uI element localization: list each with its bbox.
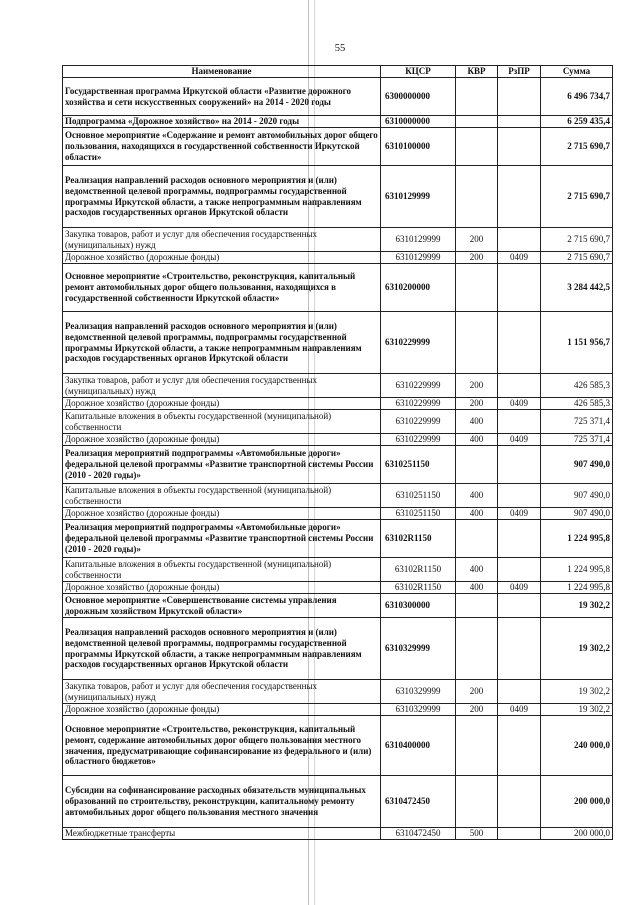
row-sum: 1 224 995,8 — [541, 558, 613, 582]
row-sum: 3 284 442,5 — [541, 264, 613, 312]
table-row — [63, 252, 613, 264]
row-rzpr — [498, 776, 541, 828]
row-kvr — [456, 166, 498, 228]
row-name: Капитальные вложения в объекты государственной (муниципальной) собственности — [63, 484, 381, 508]
row-kvr: 200 — [456, 398, 498, 410]
row-kcsr: 63102R1150 — [381, 582, 456, 594]
table-row — [63, 116, 613, 128]
row-name: Дорожное хозяйство (дорожные фонды) — [63, 434, 381, 446]
row-sum: 200 000,0 — [541, 776, 613, 828]
row-kcsr: 6300000000 — [381, 78, 456, 116]
row-rzpr — [498, 228, 541, 252]
row-sum: 907 490,0 — [541, 508, 613, 520]
row-name: Межбюджетные трансферты — [63, 828, 381, 840]
row-rzpr — [498, 166, 541, 228]
row-kcsr: 63102R1150 — [381, 558, 456, 582]
budget-table — [62, 65, 613, 840]
row-sum: 200 000,0 — [541, 828, 613, 840]
row-name: Реализация направлений расходов основного мероприятия и (или) ведомственной целевой программы, подпрограммы государственной программы Иркутской области, а также непрограммным направлениям расходов государственных органов Иркутской области — [63, 312, 381, 374]
column-header-rzpr: РзПР — [498, 66, 541, 78]
page-number: 55 — [334, 43, 346, 54]
row-kvr — [456, 520, 498, 558]
row-name: Реализация мероприятий подпрограммы «Автомобильные дороги» федеральной целевой программы «Развитие транспортной системы России (2010 - 2020 годы)» — [63, 446, 381, 484]
row-kvr: 200 — [456, 228, 498, 252]
row-kcsr: 6310251150 — [381, 484, 456, 508]
row-rzpr — [498, 264, 541, 312]
row-sum: 725 371,4 — [541, 410, 613, 434]
column-header-kvr: КВР — [456, 66, 498, 78]
row-rzpr — [498, 116, 541, 128]
row-rzpr: 0409 — [498, 434, 541, 446]
column-header-sum: Сумма — [541, 66, 613, 78]
column-header-kcsr: КЦСР — [381, 66, 456, 78]
row-sum: 2 715 690,7 — [541, 128, 613, 166]
row-kcsr: 6310400000 — [381, 716, 456, 776]
row-rzpr — [498, 716, 541, 776]
row-rzpr — [498, 374, 541, 398]
row-kvr — [456, 776, 498, 828]
row-name: Реализация направлений расходов основного мероприятия и (или) ведомственной целевой программы, подпрограммы государственной программы Иркутской области, а также непрограммным направлениям расходов государственных органов Иркутской области — [63, 618, 381, 680]
row-name: Дорожное хозяйство (дорожные фонды) — [63, 398, 381, 410]
row-sum: 240 000,0 — [541, 716, 613, 776]
row-kvr: 400 — [456, 484, 498, 508]
row-kcsr: 6310129999 — [381, 228, 456, 252]
row-sum: 907 490,0 — [541, 446, 613, 484]
row-kvr: 400 — [456, 508, 498, 520]
row-rzpr — [498, 618, 541, 680]
row-kvr — [456, 128, 498, 166]
row-rzpr — [498, 594, 541, 618]
row-name: Основное мероприятие «Совершенствование системы управления дорожным хозяйством Иркутской области» — [63, 594, 381, 618]
table-row — [63, 374, 613, 398]
row-name: Основное мероприятие «Строительство, реконструкция, капитальный ремонт, содержание автомобильных дорог общего пользования местного значения, предусматривающие софинансирование из федерального и (или) областного бюджетов» — [63, 716, 381, 776]
row-sum: 2 715 690,7 — [541, 228, 613, 252]
row-kcsr: 6310229999 — [381, 434, 456, 446]
row-kcsr: 6310100000 — [381, 128, 456, 166]
table-row — [63, 618, 613, 680]
row-rzpr — [498, 680, 541, 704]
row-kcsr: 6310229999 — [381, 312, 456, 374]
table-row — [63, 828, 613, 840]
row-name: Капитальные вложения в объекты государственной (муниципальной) собственности — [63, 410, 381, 434]
row-kvr: 400 — [456, 434, 498, 446]
table-row — [63, 446, 613, 484]
table-row — [63, 398, 613, 410]
table-row — [63, 558, 613, 582]
row-kcsr: 6310229999 — [381, 398, 456, 410]
row-kcsr: 6310300000 — [381, 594, 456, 618]
row-kcsr: 6310329999 — [381, 618, 456, 680]
row-kvr: 200 — [456, 704, 498, 716]
row-kcsr: 6310129999 — [381, 252, 456, 264]
row-kvr — [456, 618, 498, 680]
row-name: Дорожное хозяйство (дорожные фонды) — [63, 508, 381, 520]
table-row — [63, 508, 613, 520]
row-sum: 1 224 995,8 — [541, 582, 613, 594]
row-name: Закупка товаров, работ и услуг для обеспечения государственных (муниципальных) нужд — [63, 680, 381, 704]
row-sum: 6 496 734,7 — [541, 78, 613, 116]
row-kcsr: 63102R1150 — [381, 520, 456, 558]
table-row — [63, 716, 613, 776]
row-name: Основное мероприятие «Строительство, реконструкция, капитальный ремонт автомобильных дорог общего пользования, находящихся в государственной собственности Иркутской области» — [63, 264, 381, 312]
row-rzpr — [498, 78, 541, 116]
row-sum: 19 302,2 — [541, 680, 613, 704]
row-sum: 19 302,2 — [541, 704, 613, 716]
table-row — [63, 776, 613, 828]
row-sum: 2 715 690,7 — [541, 166, 613, 228]
row-kvr: 400 — [456, 410, 498, 434]
row-kcsr: 6310000000 — [381, 116, 456, 128]
table-row — [63, 484, 613, 508]
row-kcsr: 6310229999 — [381, 374, 456, 398]
row-rzpr: 0409 — [498, 704, 541, 716]
row-kvr — [456, 78, 498, 116]
row-kcsr: 6310200000 — [381, 264, 456, 312]
row-sum: 426 585,3 — [541, 374, 613, 398]
row-kvr: 200 — [456, 252, 498, 264]
table-row — [63, 434, 613, 446]
row-name: Дорожное хозяйство (дорожные фонды) — [63, 582, 381, 594]
row-sum: 1 151 956,7 — [541, 312, 613, 374]
row-sum: 19 302,2 — [541, 594, 613, 618]
row-rzpr — [498, 558, 541, 582]
table-row — [63, 520, 613, 558]
row-kvr — [456, 116, 498, 128]
row-kcsr: 6310329999 — [381, 704, 456, 716]
row-kcsr: 6310229999 — [381, 410, 456, 434]
row-sum: 1 224 995,8 — [541, 520, 613, 558]
row-kvr — [456, 716, 498, 776]
row-kvr: 400 — [456, 582, 498, 594]
row-kcsr: 6310329999 — [381, 680, 456, 704]
row-name: Подпрограмма «Дорожное хозяйство» на 2014 - 2020 годы — [63, 116, 381, 128]
row-sum: 907 490,0 — [541, 484, 613, 508]
row-rzpr: 0409 — [498, 508, 541, 520]
row-name: Дорожное хозяйство (дорожные фонды) — [63, 704, 381, 716]
row-name: Реализация мероприятий подпрограммы «Автомобильные дороги» федеральной целевой программы «Развитие транспортной системы России (2010 - 2020 годы)» — [63, 520, 381, 558]
table-row — [63, 166, 613, 228]
table-row — [63, 228, 613, 252]
table-row — [63, 680, 613, 704]
row-rzpr — [498, 312, 541, 374]
table-row — [63, 312, 613, 374]
row-name: Закупка товаров, работ и услуг для обеспечения государственных (муниципальных) нужд — [63, 374, 381, 398]
row-sum: 6 259 435,4 — [541, 116, 613, 128]
row-kvr — [456, 594, 498, 618]
row-rzpr — [498, 446, 541, 484]
row-kcsr: 6310472450 — [381, 828, 456, 840]
row-kcsr: 6310251150 — [381, 446, 456, 484]
row-name: Реализация направлений расходов основного мероприятия и (или) ведомственной целевой программы, подпрограммы государственной программы Иркутской области, а также непрограммным направлениям расходов государственных органов Иркутской области — [63, 166, 381, 228]
row-sum: 426 585,3 — [541, 398, 613, 410]
table-row — [63, 264, 613, 312]
row-kvr: 500 — [456, 828, 498, 840]
table-row — [63, 582, 613, 594]
row-sum: 19 302,2 — [541, 618, 613, 680]
row-name: Закупка товаров, работ и услуг для обеспечения государственных (муниципальных) нужд — [63, 228, 381, 252]
row-sum: 2 715 690,7 — [541, 252, 613, 264]
table-header-row — [63, 66, 613, 78]
row-kcsr: 6310251150 — [381, 508, 456, 520]
row-kvr: 200 — [456, 374, 498, 398]
row-sum: 725 371,4 — [541, 434, 613, 446]
row-kvr — [456, 264, 498, 312]
row-name: Субсидии на софинансирование расходных обязательств муниципальных образований по строительству, реконструкции, капитальному ремонту автомобильных дорог общего пользования местного значения — [63, 776, 381, 828]
table-row — [63, 704, 613, 716]
row-kvr: 200 — [456, 680, 498, 704]
row-name: Государственная программа Иркутской области «Развитие дорожного хозяйства и сети искусственных сооружений» на 2014 - 2020 годы — [63, 78, 381, 116]
table-row — [63, 410, 613, 434]
row-rzpr — [498, 520, 541, 558]
row-rzpr — [498, 410, 541, 434]
table-row — [63, 594, 613, 618]
row-rzpr: 0409 — [498, 398, 541, 410]
row-name: Основное мероприятие «Содержание и ремонт автомобильных дорог общего пользования, находящихся в государственной собственности Иркутской области» — [63, 128, 381, 166]
row-kvr — [456, 312, 498, 374]
row-rzpr — [498, 828, 541, 840]
table-row — [63, 128, 613, 166]
row-rzpr — [498, 484, 541, 508]
row-rzpr — [498, 128, 541, 166]
column-header-name: Наименование — [63, 66, 381, 78]
row-name: Дорожное хозяйство (дорожные фонды) — [63, 252, 381, 264]
table-row — [63, 78, 613, 116]
row-kcsr: 6310472450 — [381, 776, 456, 828]
row-kcsr: 6310129999 — [381, 166, 456, 228]
row-rzpr: 0409 — [498, 582, 541, 594]
row-kvr — [456, 446, 498, 484]
row-kvr: 400 — [456, 558, 498, 582]
row-name: Капитальные вложения в объекты государственной (муниципальной) собственности — [63, 558, 381, 582]
row-rzpr: 0409 — [498, 252, 541, 264]
